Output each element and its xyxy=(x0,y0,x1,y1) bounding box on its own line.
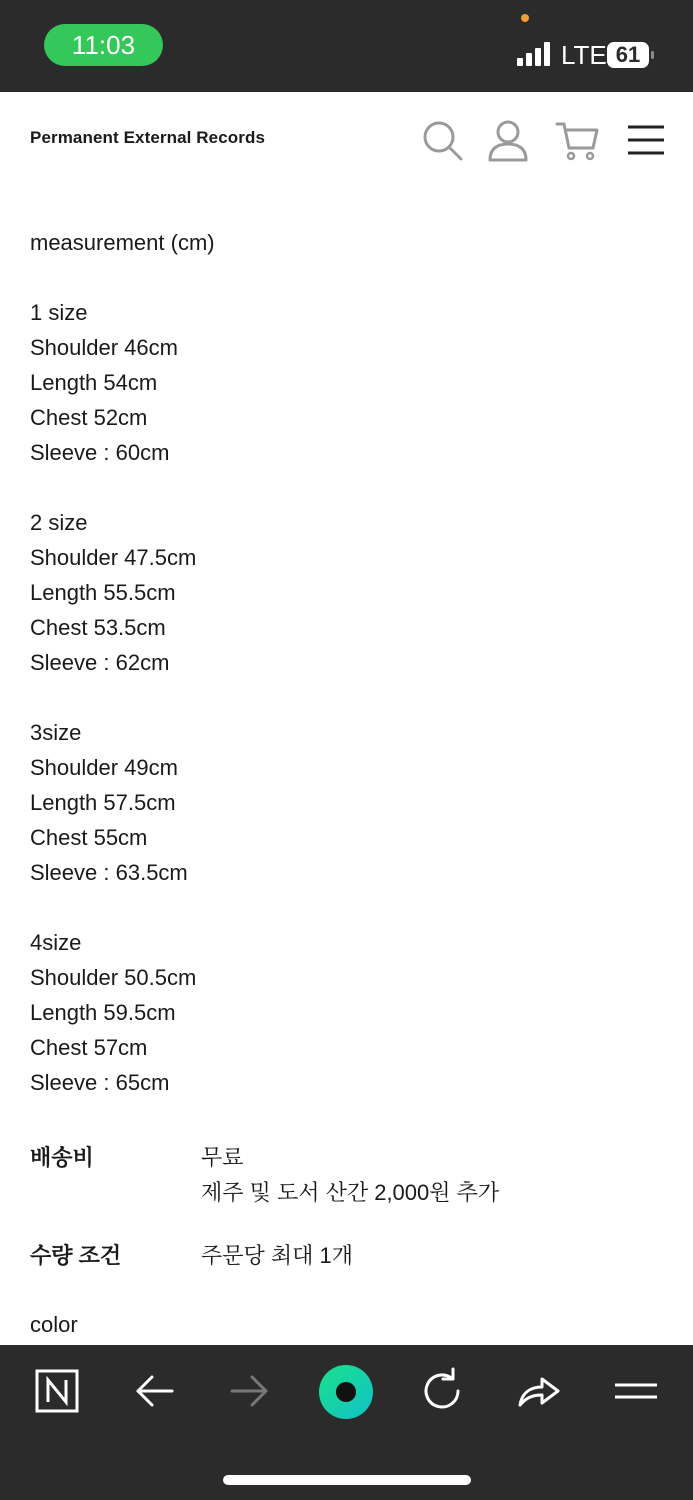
measurement-line: Length 55.5cm xyxy=(30,580,176,605)
color-row xyxy=(30,1307,670,1342)
measurement-heading: measurement (cm) xyxy=(30,230,215,255)
green-dot-icon[interactable] xyxy=(318,1364,374,1420)
size-label: 2 size xyxy=(30,510,88,535)
status-bar xyxy=(0,0,693,92)
site-header xyxy=(0,92,693,188)
color-label: color xyxy=(30,1312,78,1337)
measurement-line: Length 57.5cm xyxy=(30,790,176,815)
measurement-line: Shoulder 49cm xyxy=(30,755,178,780)
size-label: 1 size xyxy=(30,300,88,325)
menu-icon[interactable] xyxy=(610,1365,662,1417)
measurement-line: Chest 53.5cm xyxy=(30,615,166,640)
measurement-line: Length 54cm xyxy=(30,370,158,395)
cart-icon[interactable] xyxy=(555,118,599,162)
back-arrow-icon[interactable] xyxy=(128,1365,180,1417)
measurement-line: Sleeve : 60cm xyxy=(30,440,170,465)
measurement-line: Shoulder 47.5cm xyxy=(30,545,197,570)
measurement-line: Shoulder 50.5cm xyxy=(30,965,197,990)
quantity-row xyxy=(30,1238,670,1273)
time-pill[interactable]: 11:03 xyxy=(44,24,163,66)
size-block-2 xyxy=(30,505,670,680)
browser-toolbar xyxy=(0,1345,693,1500)
measurement-line: Shoulder 46cm xyxy=(30,335,178,360)
measurement-line: Sleeve : 65cm xyxy=(30,1070,170,1095)
size-block-1 xyxy=(30,295,670,470)
battery-level: 61 xyxy=(615,42,641,67)
brand-logo[interactable]: Permanent External Records xyxy=(30,128,266,147)
shipping-value: 무료 xyxy=(201,1145,244,1170)
size-label: 3size xyxy=(30,720,82,745)
privacy-indicator-dot xyxy=(521,14,529,22)
shipping-label: 배송비 xyxy=(30,1145,94,1170)
measurement-line: Sleeve : 63.5cm xyxy=(30,860,188,885)
share-icon[interactable] xyxy=(512,1365,564,1417)
reload-icon[interactable] xyxy=(416,1365,468,1417)
signal-icon xyxy=(517,42,553,66)
measurement-line: Sleeve : 62cm xyxy=(30,650,170,675)
size-block-3 xyxy=(30,715,670,890)
size-block-4 xyxy=(30,925,670,1100)
forward-arrow-icon[interactable] xyxy=(224,1365,276,1417)
search-icon[interactable] xyxy=(420,118,464,162)
product-details xyxy=(30,225,670,1100)
shipping-row xyxy=(30,1140,670,1210)
home-indicator[interactable] xyxy=(223,1475,471,1485)
measurement-line: Length 59.5cm xyxy=(30,1000,176,1025)
naver-icon[interactable] xyxy=(31,1365,83,1417)
menu-icon[interactable] xyxy=(624,118,668,162)
quantity-value: 주문당 최대 1개 xyxy=(201,1243,353,1268)
measurement-line: Chest 57cm xyxy=(30,1035,148,1060)
measurement-line: Chest 55cm xyxy=(30,825,148,850)
quantity-label: 수량 조건 xyxy=(30,1243,122,1268)
measurement-line: Chest 52cm xyxy=(30,405,148,430)
account-icon[interactable] xyxy=(486,118,530,162)
shipping-note: 제주 및 도서 산간 2,000원 추가 xyxy=(201,1180,500,1205)
network-label: LTE xyxy=(561,40,607,70)
size-label: 4size xyxy=(30,930,82,955)
